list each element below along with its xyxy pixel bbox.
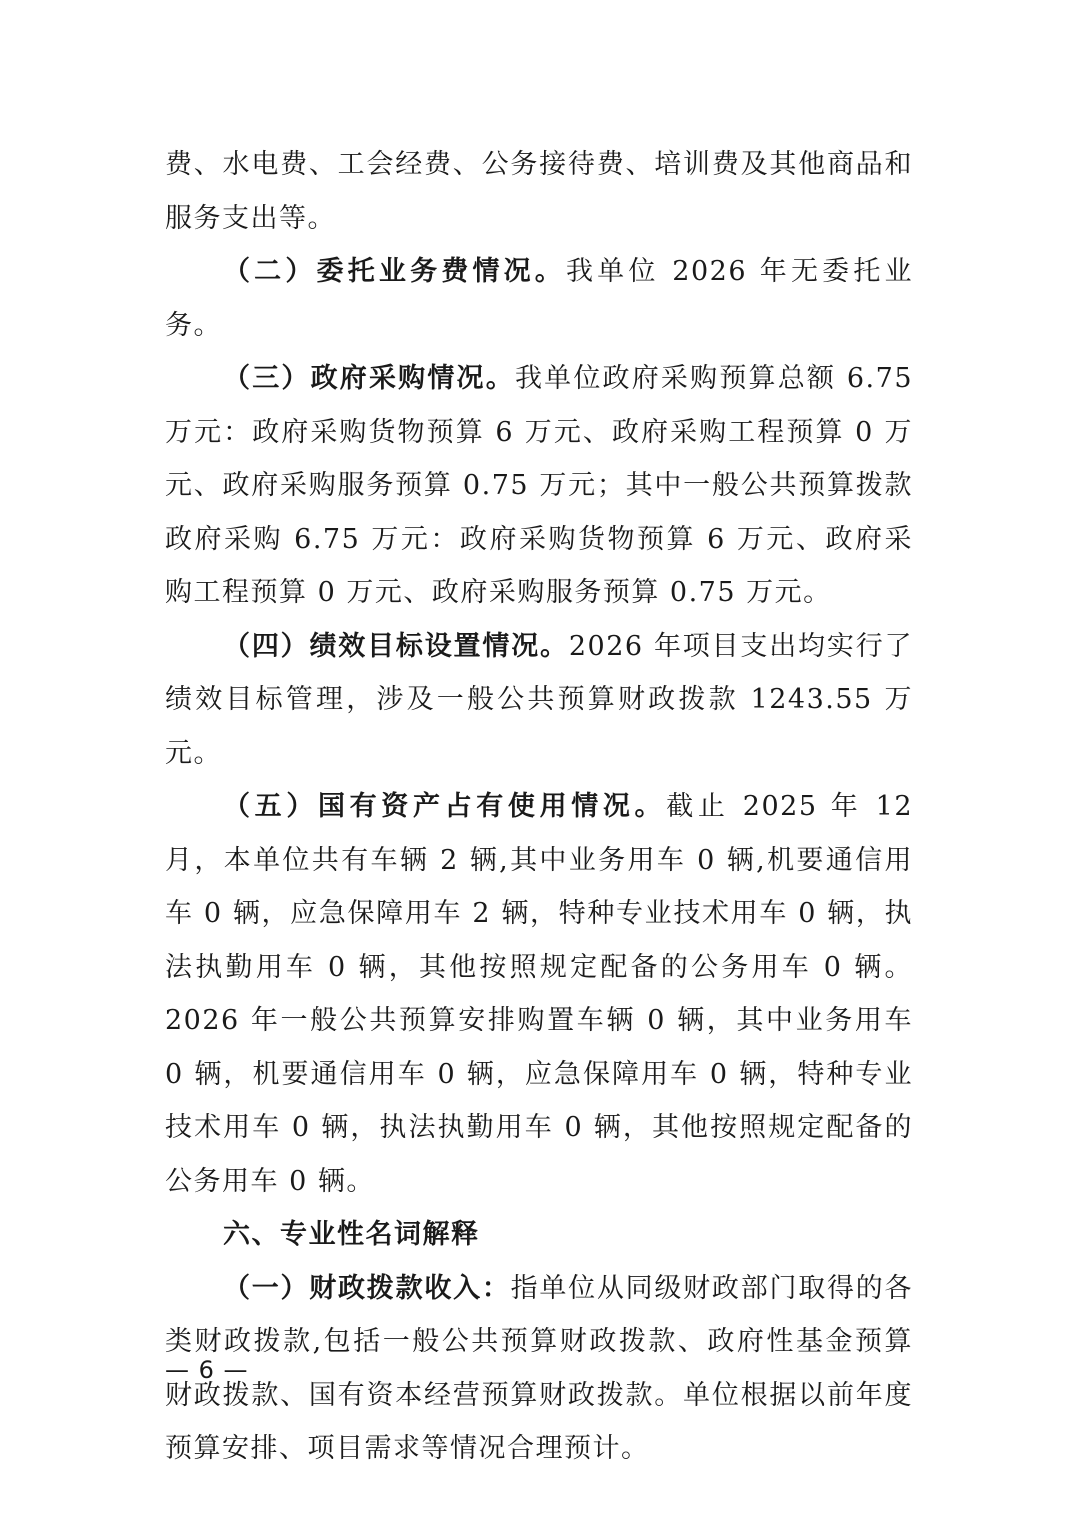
paragraph-text: 截止 2025 年 12 月，本单位共有车辆 2 辆,其中业务用车 0 辆,机要通信用车 0 辆，应急保障用车 2 辆，特种专业技术用车 0 辆，执法执勤用车 0 辆，其他按照规定配备的公务用车 0 辆。2026 年一般公共预算安排购置车辆 0 辆，其中业务用车 0 辆，机要通信用车 0 辆，应急保障用车 0 辆，特种专业技术用车 0 辆，执法执勤用车 0 辆，其他按照规定配备的公务用车 0 辆。	[165, 791, 914, 1197]
paragraph-text: 费、水电费、工会经费、公务接待费、培训费及其他商品和服务支出等。	[165, 149, 913, 234]
paragraph-fiscal-appropriation-income	[165, 1262, 913, 1476]
paragraph-heading: （四）绩效目标设置情况。	[223, 630, 569, 662]
paragraph-state-assets	[165, 780, 913, 1208]
paragraph-performance-targets	[165, 620, 913, 781]
paragraph-text: 我单位 2026 年无委托业务。	[165, 256, 914, 341]
paragraph-government-procurement	[165, 352, 913, 620]
paragraph-heading: （二）委托业务费情况。	[223, 256, 566, 287]
paragraph-text: 指单位从同级财政部门取得的各类财政拨款,包括一般公共预算财政拨款、政府性基金预算财政拨款、国有资本经营预算财政拨款。单位根据以前年度预算安排、项目需求等情况合理预计。	[165, 1272, 914, 1464]
paragraph-heading: （三）政府采购情况。	[223, 363, 515, 394]
paragraph-entrusted-business	[165, 245, 913, 352]
paragraph-expense-items	[165, 138, 913, 245]
paragraph-text: 我单位政府采购预算总额 6.75 万元：政府采购货物预算 6 万元、政府采购工程预算 0 万元、政府采购服务预算 0.75 万元；其中一般公共预算拨款政府采购 6.75 万元：政府采购货物预算 6 万元、政府采购工程预算 0 万元、政府采购服务预算 0.75 万元。	[165, 363, 913, 608]
document-body	[165, 138, 913, 1476]
paragraph-heading: （五）国有资产占有使用情况。	[223, 791, 667, 822]
paragraph-text: 2026 年项目支出均实行了绩效目标管理，涉及一般公共预算财政拨款 1243.55 万元。	[165, 630, 914, 769]
paragraph-heading: （一）财政拨款收入：	[223, 1272, 511, 1304]
page-number: — 6 —	[165, 1356, 249, 1384]
section-title-terms: 六、专业性名词解释	[223, 1219, 480, 1250]
